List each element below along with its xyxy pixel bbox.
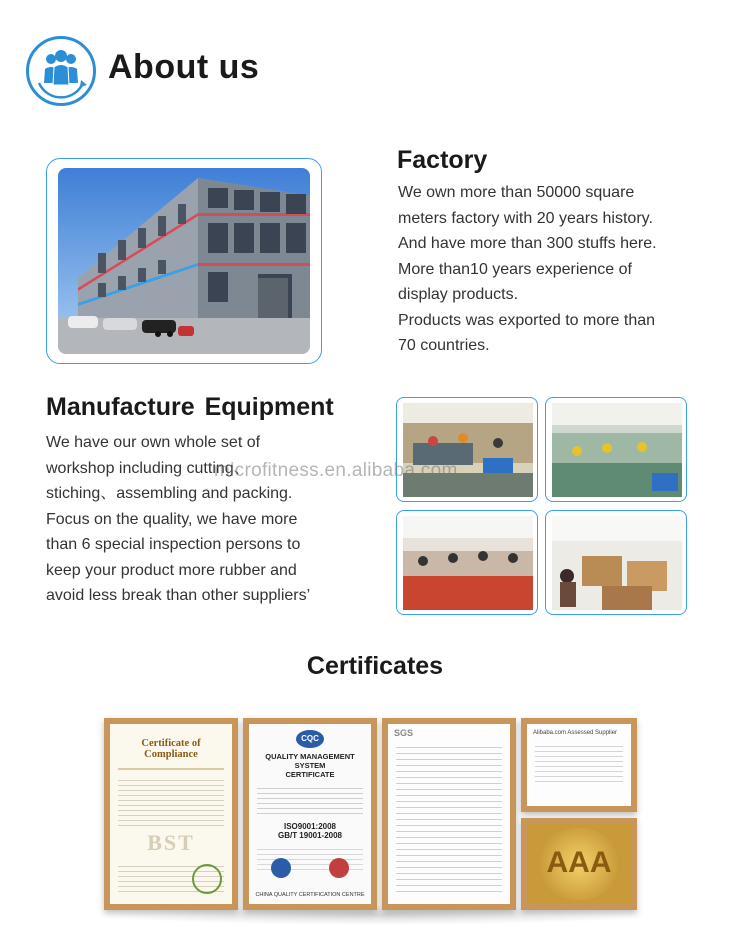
- stamp-icon: [192, 864, 222, 894]
- cqc-logo: CQC: [296, 730, 324, 748]
- qms-standard-cn: GB/T 19001-2008: [277, 831, 343, 840]
- workshop-photo-assembling: [396, 510, 538, 615]
- manufacture-line: than 6 special inspection persons to: [46, 536, 301, 553]
- quality-management-certificate: [243, 718, 377, 910]
- compliance-logo: BST: [147, 830, 195, 855]
- certificates-heading: Certificates: [306, 652, 444, 680]
- factory-line: display products.: [398, 286, 519, 303]
- workshop-photo-stiching: [545, 397, 687, 502]
- qms-standard: ISO9001:2008: [283, 822, 337, 831]
- people-group-icon: [26, 36, 96, 106]
- watermark: microfitness.en.alibaba.com: [214, 460, 458, 481]
- factory-description: [398, 180, 698, 359]
- iaf-seal-icon: [271, 858, 291, 878]
- workshop-photo-cutting: [396, 397, 538, 502]
- factory-line: We own more than 50000 square: [398, 184, 635, 201]
- factory-line: More than10 years experience of: [398, 260, 632, 278]
- certificate-of-compliance: [104, 718, 238, 910]
- sgs-report: [382, 718, 516, 910]
- manufacture-line: We have our own whole set of: [46, 434, 261, 451]
- factory-line: Products was exported to more than: [398, 311, 656, 329]
- manufacture-line: avoid less break than other suppliers’: [46, 587, 311, 604]
- qms-footer: CHINA QUALITY CERTIFICATION CENTRE: [255, 892, 365, 898]
- manufacture-line: Focus on the quality, we have more: [46, 510, 298, 528]
- manufacture-line: workshop including cutting、: [46, 459, 250, 477]
- workshop-photo-packing: [545, 510, 687, 615]
- sgs-logo: SGS: [394, 728, 414, 738]
- qms-title: QUALITY MANAGEMENT SYSTEM: [265, 752, 355, 770]
- red-seal-icon: [329, 858, 349, 878]
- manufacture-line: keep your product more rubber and: [46, 561, 297, 579]
- compliance-title: Certificate of Compliance: [141, 738, 201, 760]
- aaa-credit-certificate: [521, 818, 637, 910]
- manufacture-line: stiching、assembling and packing.: [46, 485, 293, 502]
- factory-building-photo: [58, 168, 310, 354]
- qms-subtitle: CERTIFICATE: [285, 770, 335, 779]
- page-title: About us: [108, 48, 260, 86]
- alibaba-title: Alibaba.com Assessed Supplier: [533, 730, 618, 736]
- aaa-text: AAA: [546, 846, 612, 879]
- alibaba-assessed-supplier: [521, 718, 637, 812]
- manufacture-description: [46, 430, 366, 609]
- factory-heading: Factory: [397, 146, 488, 174]
- factory-line: meters factory with 20 years history.: [398, 209, 653, 227]
- manufacture-heading: Manufacture Equipment: [46, 393, 334, 421]
- factory-line: And have more than 300 stuffs here.: [398, 235, 657, 252]
- factory-line: 70 countries.: [398, 337, 490, 354]
